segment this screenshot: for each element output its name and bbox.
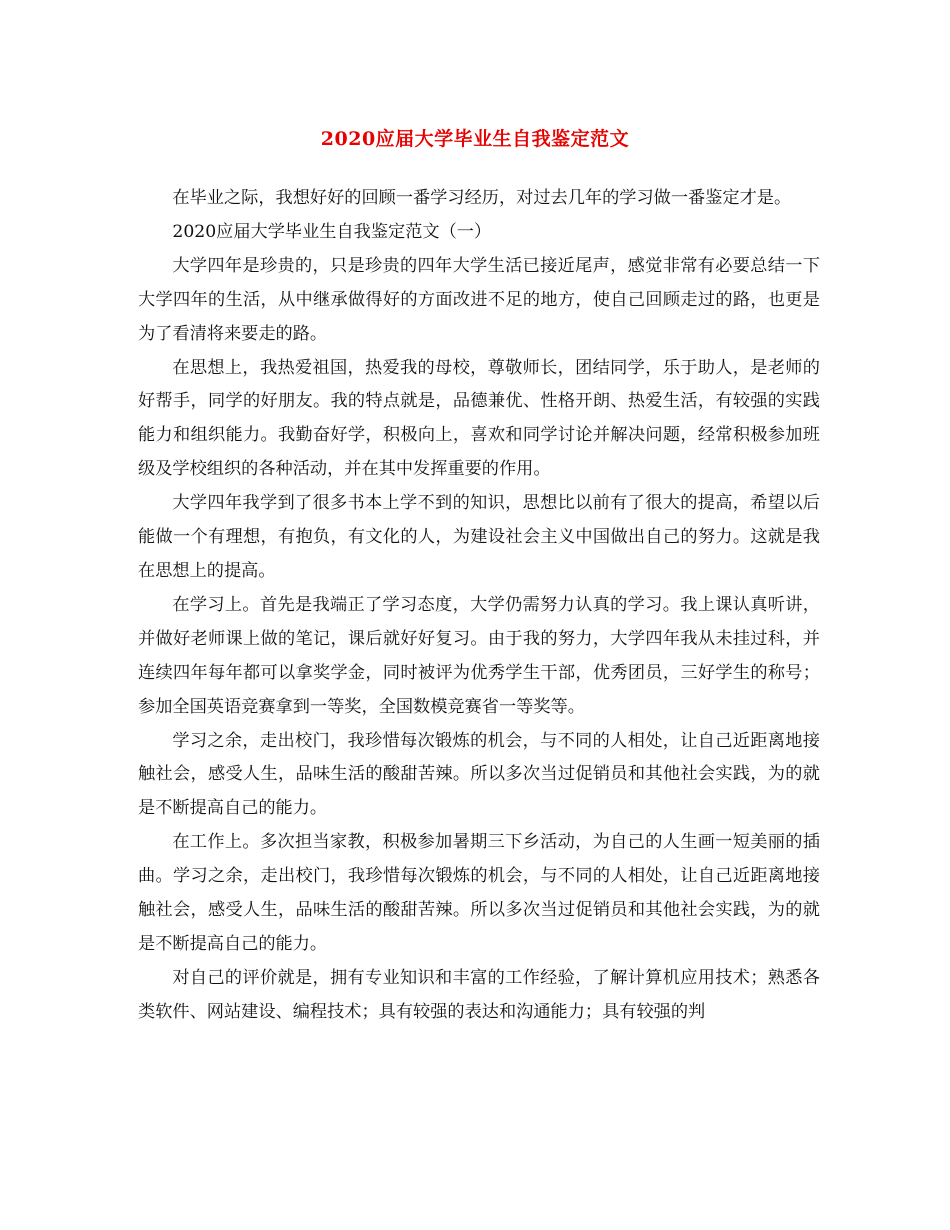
paragraph: 大学四年我学到了很多书本上学不到的知识，思想比以前有了很大的提高，希望以后能做一个有理想，有抱负，有文化的人，为建设社会主义中国做出自己的努力。这就是我在思想上的提高。	[138, 493, 820, 581]
paragraph: 在思想上，我热爱祖国，热爱我的母校，尊敬师长，团结同学，乐于助人，是老师的好帮手，同学的好朋友。我的特点就是，品德兼优、性格开朗、热爱生活，有较强的实践能力和组织能力。我勤奋好学，积极向上，喜欢和同学讨论并解决问题，经常积极参加班级及学校组织的各种活动，并在其中发挥重要的作用。	[138, 357, 820, 480]
document-body	[138, 182, 820, 1030]
paragraph: 在工作上。多次担当家教，积极参加暑期三下乡活动，为自己的人生画一短美丽的插曲。学习之余，走出校门，我珍惜每次锻炼的机会，与不同的人相处，让自己近距离地接触社会，感受人生，品味生活的酸甜苦辣。所以多次当过促销员和其他社会实践，为的就是不断提高自己的能力。	[138, 832, 820, 954]
document-title: 2020应届大学毕业生自我鉴定范文	[320, 128, 630, 150]
paragraph: 在学习上。首先是我端正了学习态度，大学仍需努力认真的学习。我上课认真听讲，并做好老师课上做的笔记，课后就好好复习。由于我的努力，大学四年我从未挂过科，并连续四年每年都可以拿奖学金，同时被评为优秀学生干部，优秀团员，三好学生的称号；参加全国英语竞赛拿到一等奖，全国数模竞赛省一等奖等。	[138, 594, 820, 717]
paragraph: 对自己的评价就是，拥有专业知识和丰富的工作经验，了解计算机应用技术；熟悉各类软件、网站建设、编程技术；具有较强的表达和沟通能力；具有较强的判	[138, 967, 820, 1022]
paragraph-intro: 在毕业之际，我想好好的回顾一番学习经历，对过去几年的学习做一番鉴定才是。	[172, 188, 792, 208]
paragraph-subtitle: 2020应届大学毕业生自我鉴定范文（一）	[172, 221, 492, 242]
paragraph: 大学四年是珍贵的，只是珍贵的四年大学生活已接近尾声，感觉非常有必要总结一下大学四年的生活，从中继承做得好的方面改进不足的地方，使自己回顾走过的路，也更是为了看清将来要走的路。	[138, 255, 820, 344]
paragraph: 学习之余，走出校门，我珍惜每次锻炼的机会，与不同的人相处，让自己近距离地接触社会，感受人生，品味生活的酸甜苦辣。所以多次当过促销员和其他社会实践，为的就是不断提高自己的能力。	[138, 730, 820, 819]
